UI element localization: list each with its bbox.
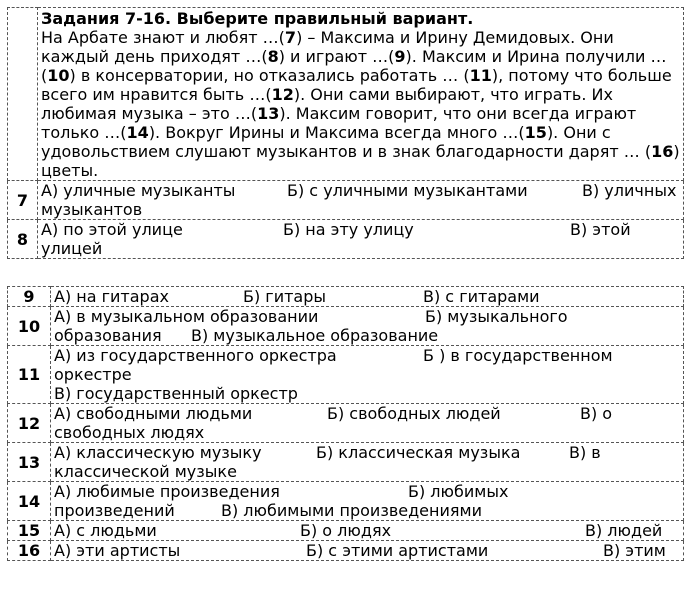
option-a: А) на гитарах: [54, 287, 169, 306]
blank-14: 14: [126, 123, 149, 142]
question-options: [51, 346, 684, 404]
option-b: Б) гитары: [243, 287, 327, 306]
option-b: Б) на эту улицу: [283, 220, 414, 239]
option-a: А) из государственного оркестра: [54, 346, 337, 365]
option-c-continued: свободных людях: [54, 423, 205, 442]
option-a: А) эти артисты: [54, 541, 181, 560]
question-row-8: [8, 220, 684, 259]
question-number: 15: [8, 521, 51, 541]
question-options: [51, 482, 684, 521]
blank-8: 8: [267, 47, 279, 66]
question-row-13: [8, 443, 684, 482]
option-a: А) в музыкальном образовании: [54, 307, 319, 326]
option-b: Б) с уличными музыкантами: [287, 181, 528, 200]
option-c: В) с гитарами: [423, 287, 540, 306]
question-row-9: [8, 287, 684, 307]
question-options: [51, 541, 684, 561]
option-b: Б ) в государственном: [423, 346, 613, 365]
option-b-continued: оркестре: [54, 365, 132, 384]
option-b-continued: произведений: [54, 501, 175, 520]
question-options: [38, 181, 684, 220]
question-number: 16: [8, 541, 51, 561]
blank-16: 16: [651, 142, 674, 161]
option-a: А) свободными людьми: [54, 404, 253, 423]
option-b-continued: образования: [54, 326, 162, 345]
option-b: Б) с этими артистами: [306, 541, 489, 560]
question-options: [51, 521, 684, 541]
question-number: 10: [8, 307, 51, 346]
option-a: А) любимые произведения: [54, 482, 280, 501]
option-c-continued: музыкантов: [41, 200, 143, 219]
option-c: В) любимыми произведениями: [221, 501, 482, 520]
option-a: А) с людьми: [54, 521, 157, 540]
question-number: 7: [8, 181, 38, 220]
blank-12: 12: [271, 85, 294, 104]
question-options: [51, 307, 684, 346]
option-c: В) этой: [570, 220, 631, 239]
option-a: А) уличные музыканты: [41, 181, 236, 200]
option-b: Б) о людях: [300, 521, 392, 540]
question-row-14: [8, 482, 684, 521]
option-b: Б) классическая музыка: [316, 443, 521, 462]
task-paragraph: На Арбате знают и любят …(7) – Максима и Ирину Демидовых. Они каждый день приходят …(8) и играют …(9). Максим и Ирина получили … (10) в консерватории, но отказались работать … (11), потому что больше всего им нравится быть …(12). Они сами выбирают, что играть. Их любимая музыка – это …(13). Максим говорит, что они всегда играют только …(14). Вокруг Ирины и Максима всегда много …(15). Они с удовольствием слушают музыкантов и в знак благодарности дарят … (16) цветы.: [41, 28, 680, 180]
question-row-10: [8, 307, 684, 346]
option-a: А) по этой улице: [41, 220, 183, 239]
task-text: [38, 8, 684, 181]
option-c-continued: классической музыке: [54, 462, 237, 481]
question-number: 8: [8, 220, 38, 259]
option-a: А) классическую музыку: [54, 443, 262, 462]
question-options: [51, 404, 684, 443]
option-c: В) уличных: [582, 181, 677, 200]
question-options: [38, 220, 684, 259]
task-table-bottom: [7, 286, 684, 561]
option-c: В) о: [580, 404, 613, 423]
task-row: [8, 8, 684, 181]
task-title: Задания 7-16. Выберите правильный вариант.: [41, 9, 474, 28]
question-options: [51, 287, 684, 307]
option-b: Б) музыкального: [425, 307, 568, 326]
option-c: В) людей: [585, 521, 663, 540]
task-number-cell: [8, 8, 38, 181]
question-number: 9: [8, 287, 51, 307]
question-row-16: [8, 541, 684, 561]
blank-13: 13: [257, 104, 280, 123]
task-table-top: [7, 7, 684, 259]
blank-9: 9: [394, 47, 406, 66]
question-number: 14: [8, 482, 51, 521]
option-c: В) в: [569, 443, 601, 462]
option-c-continued: улицей: [41, 239, 103, 258]
option-c: В) государственный оркестр: [54, 384, 298, 403]
question-number: 12: [8, 404, 51, 443]
blank-15: 15: [524, 123, 547, 142]
question-row-11: [8, 346, 684, 404]
question-row-12: [8, 404, 684, 443]
blank-10: 10: [47, 66, 70, 85]
option-c: В) музыкальное образование: [191, 326, 439, 345]
question-number: 11: [8, 346, 51, 404]
blank-11: 11: [469, 66, 492, 85]
question-options: [51, 443, 684, 482]
question-number: 13: [8, 443, 51, 482]
question-row-15: [8, 521, 684, 541]
blank-7: 7: [284, 28, 297, 47]
option-b: Б) любимых: [408, 482, 509, 501]
option-c: В) этим: [603, 541, 666, 560]
question-row-7: [8, 181, 684, 220]
option-b: Б) свободных людей: [327, 404, 501, 423]
